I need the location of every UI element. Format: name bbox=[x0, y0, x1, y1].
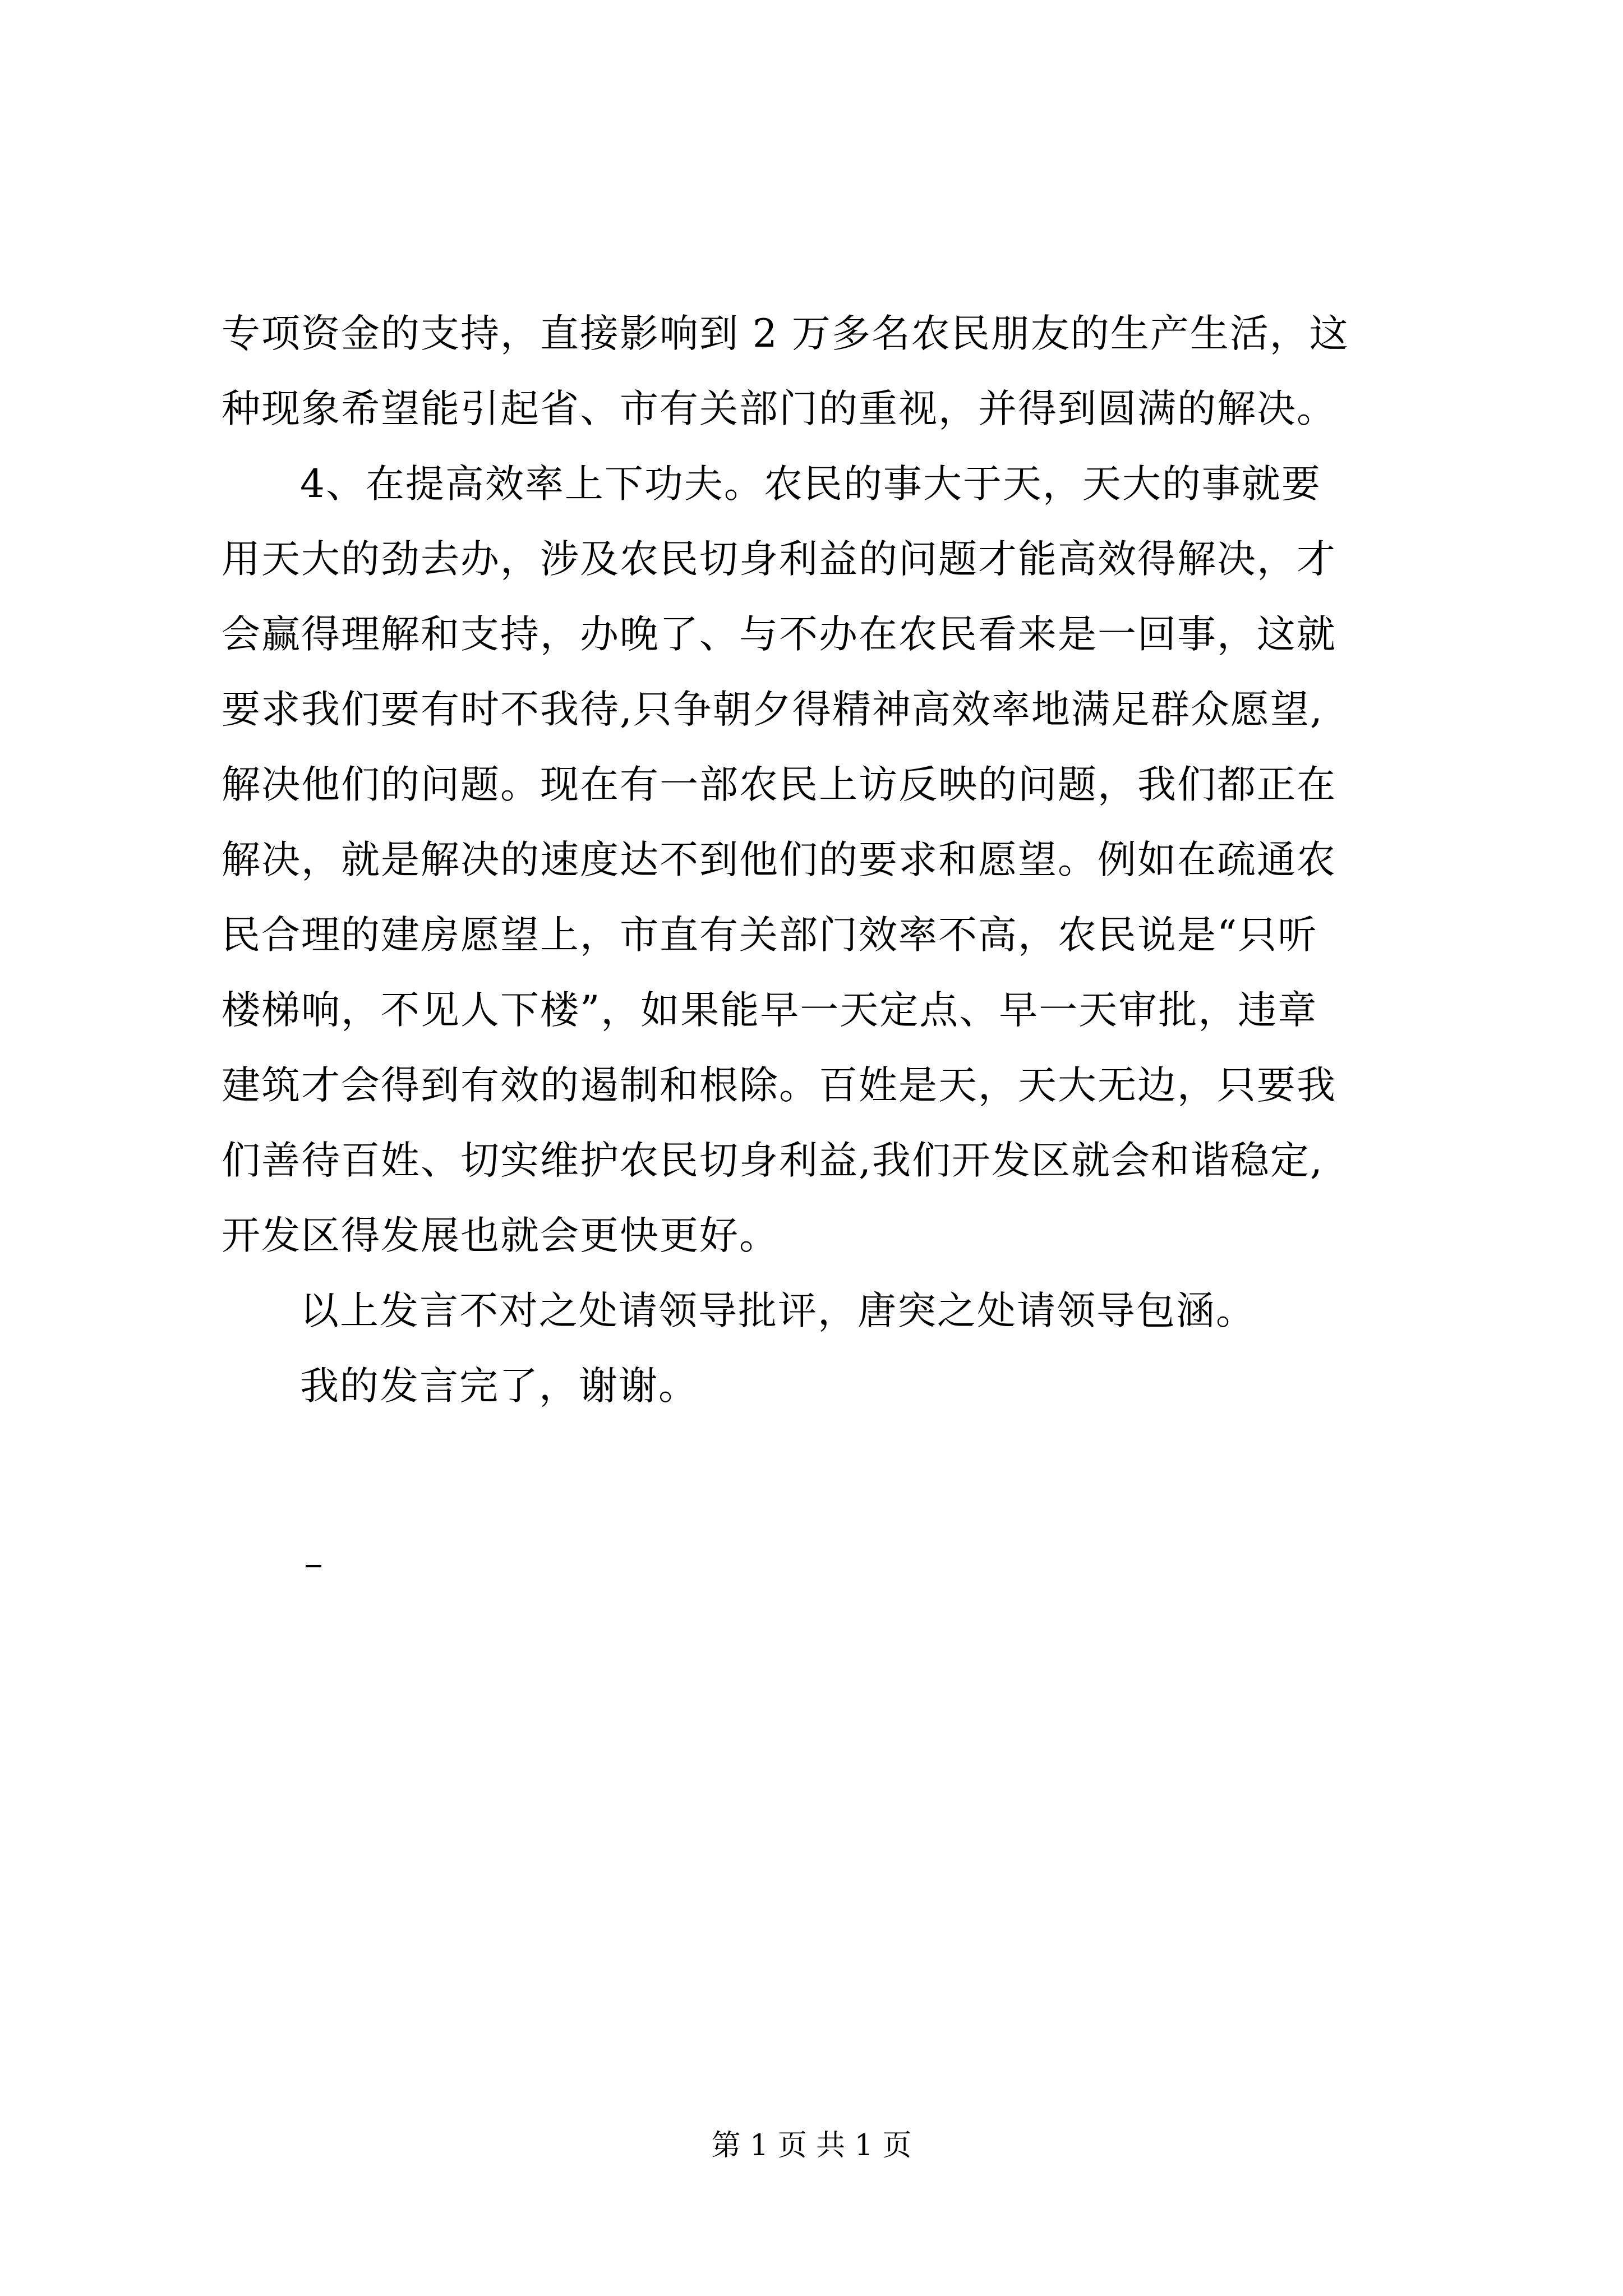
paragraph-line: 建筑才会得到有效的遏制和根除。百姓是天，天大无边，只要我 bbox=[222, 1063, 1336, 1108]
document-body bbox=[222, 296, 1422, 1424]
page-footer bbox=[0, 2126, 1623, 2165]
page-number-label: 第 1 页 共 1 页 bbox=[711, 2129, 912, 2162]
paragraph-line: 民合理的建房愿望上，市直有关部门效率不高，农民说是“只听 bbox=[222, 913, 1318, 958]
paragraph-line: 开发区得发展也就会更快更好。 bbox=[222, 1213, 779, 1258]
paragraph-line: 专项资金的支持，直接影响到 2 万多名农民朋友的生产生活，这 bbox=[222, 311, 1349, 356]
paragraph-line: 种现象希望能引起省、市有关部门的重视，并得到圆满的解决。 bbox=[222, 386, 1336, 431]
paragraph-line: 用天大的劲去办，涉及农民切身利益的问题才能高效得解决，才 bbox=[222, 537, 1336, 582]
paragraph-line: 解决，就是解决的速度达不到他们的要求和愿望。例如在疏通农 bbox=[222, 838, 1336, 882]
paragraph-line: 我的发言完了，谢谢。 bbox=[300, 1364, 698, 1409]
paragraph-line: 会赢得理解和支持，办晚了、与不办在农民看来是一回事，这就 bbox=[222, 612, 1336, 657]
paragraph-line: 以上发言不对之处请领导批评，唐突之处请领导包涵。 bbox=[300, 1289, 1256, 1333]
text-cursor-mark bbox=[306, 1565, 321, 1567]
paragraph-line: 要求我们要有时不我待,只争朝夕得精神高效率地满足群众愿望, bbox=[222, 687, 1324, 732]
paragraph-line: 解决他们的问题。现在有一部农民上访反映的问题，我们都正在 bbox=[222, 762, 1336, 807]
paragraph-line: 4、在提高效率上下功夫。农民的事大于天，天大的事就要 bbox=[300, 462, 1321, 507]
paragraph-line: 们善待百姓、切实维护农民切身利益,我们开发区就会和谐稳定, bbox=[222, 1138, 1324, 1183]
paragraph-line: 楼梯响，不见人下楼”，如果能早一天定点、早一天审批，违章 bbox=[222, 988, 1318, 1033]
